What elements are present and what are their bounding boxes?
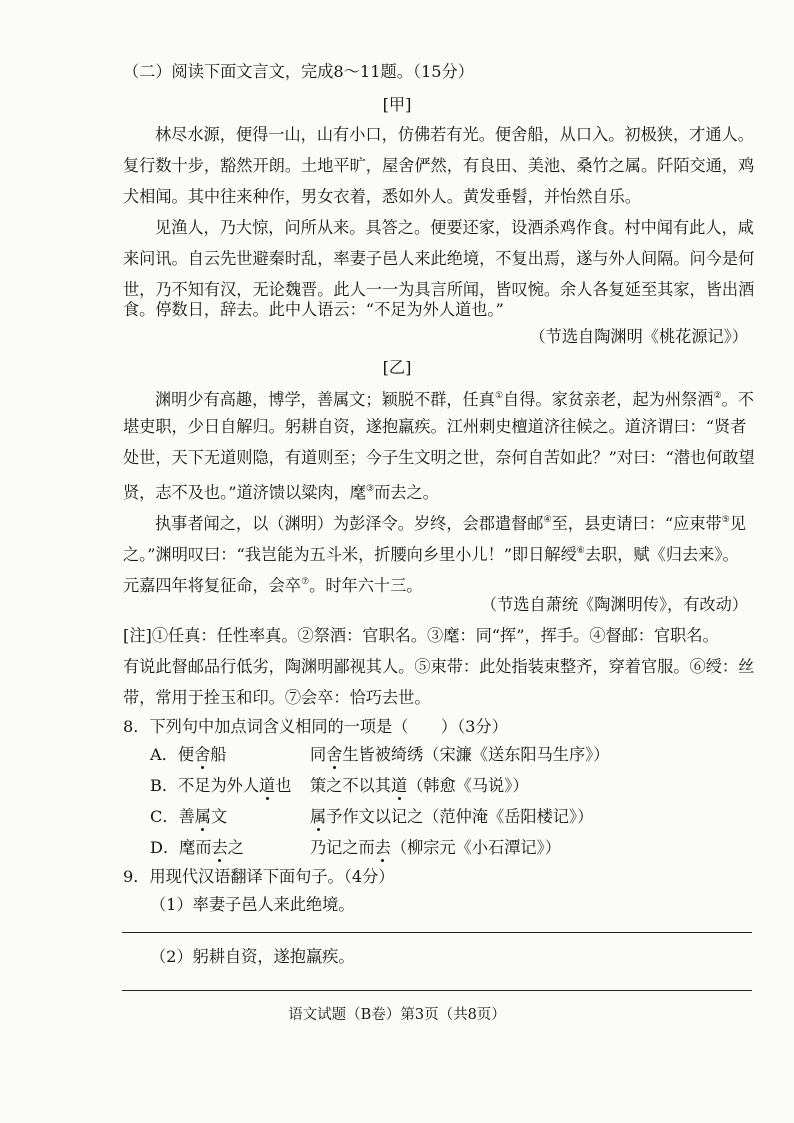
q9-item-2: （2）躬耕自资，遂抱羸疾。 xyxy=(150,947,355,966)
section-header: （二）阅读下面文言文，完成8～11题。（15分） xyxy=(123,62,474,81)
q8-option-a: A．便舍船 xyxy=(150,745,227,764)
q8-option-c: C．善属文 xyxy=(150,807,228,826)
passage-b-title: [乙] xyxy=(382,358,412,377)
passage-a-line: 复行数十步，豁然开朗。土地平旷，屋舍俨然，有良田、美池、桑竹之属。阡陌交通，鸡 xyxy=(123,156,755,175)
passage-a-line: 世，乃不知有汉，无论魏晋。此人一一为具言所闻，皆叹惋。余人各复延至其家，皆出酒 xyxy=(123,280,755,299)
q8-option-d: D．麾而去之 xyxy=(150,838,244,857)
answer-line-1[interactable] xyxy=(122,932,752,933)
passage-a-line: 见渔人，乃大惊，问所从来。具答之。便要还家，设酒杀鸡作食。村中闻有此人，咸 xyxy=(155,218,754,237)
passage-a-line: 来问讯。自云先世避秦时乱，率妻子邑人来此绝境，不复出焉，遂与外人间隔。问今是何 xyxy=(123,249,755,268)
notes-line: [注]①任真：任性率真。②祭酒：官职名。③麾：同“挥”，挥手。④督邮：官职名。 xyxy=(123,626,719,645)
passage-b-line: 元嘉四年将复征命，会卒⑦。时年六十三。 xyxy=(123,576,423,595)
page-footer: 语文试题（B卷）第3页（共8页） xyxy=(288,1007,506,1023)
passage-a-title: [甲] xyxy=(382,95,412,114)
question-9: 9．用现代汉语翻译下面句子。（4分） xyxy=(123,867,395,886)
passage-b-source: （节选自萧统《陶渊明传》，有改动） xyxy=(480,595,748,614)
passage-a-line: 食。停数日，辞去。此中人语云：“不足为外人道也。” xyxy=(123,300,504,319)
q9-item-1: （1）率妻子邑人来此绝境。 xyxy=(150,895,355,914)
q8-option-c-compare: 属予作文以记之（范仲淹《岳阳楼记》） xyxy=(310,807,594,826)
q8-option-a-compare: 同舍生皆被绮绣（宋濂《送东阳马生序》） xyxy=(310,745,610,764)
question-8: 8．下列句中加点词含义相同的一项是（ ）（3分） xyxy=(123,717,508,736)
passage-b-line: 贤，志不及也。”道济馈以粱肉，麾③而去之。 xyxy=(123,483,439,502)
passage-a-line: 林尽水源，便得一山，山有小口，仿佛若有光。便舍船，从口入。初极狭，才通人。 xyxy=(155,125,754,144)
notes-line: 有说此督邮品行低劣，陶渊明鄙视其人。⑤束带：此处指装束整齐，穿着官服。⑥绶：丝 xyxy=(123,657,755,676)
passage-b-line: 渊明少有高趣，博学，善属文；颖脱不群，任真①自得。家贫亲老，起为州祭酒②。不 xyxy=(155,390,754,409)
q8-option-b-compare: 策之不以其道（韩愈《马说》） xyxy=(310,776,529,795)
passage-b-line: 处世，天下无道则隐，有道则至；今子生文明之世，奈何自苦如此？”对曰：“潜也何敢望 xyxy=(123,448,755,467)
passage-b-line: 之。”渊明叹曰：“我岂能为五斗米，折腰向乡里小儿！”即日解绶⑥去职，赋《归去来》。 xyxy=(123,545,739,564)
notes-line: 带，常用于拴玉和印。⑦会卒：恰巧去世。 xyxy=(123,688,431,707)
passage-b-line: 堪吏职，少日自解归。躬耕自资，遂抱羸疾。江州刺史檀道济往候之。道济谓曰：“贤者 xyxy=(123,417,747,436)
q8-option-d-compare: 乃记之而去（柳宗元《小石潭记》） xyxy=(310,838,561,857)
passage-a-source: （节选自陶渊明《桃花源记》） xyxy=(529,327,748,346)
passage-b-line: 执事者闻之，以（渊明）为彭泽令。岁终，会郡遣督邮④至，县吏请曰：“应束带⑤见 xyxy=(155,514,746,533)
passage-a-line: 犬相闻。其中往来种作，男女衣着，悉如外人。黄发垂髫，并怡然自乐。 xyxy=(123,187,641,206)
q8-option-b: B．不足为外人道也 xyxy=(150,776,292,795)
answer-line-2[interactable] xyxy=(122,990,752,991)
